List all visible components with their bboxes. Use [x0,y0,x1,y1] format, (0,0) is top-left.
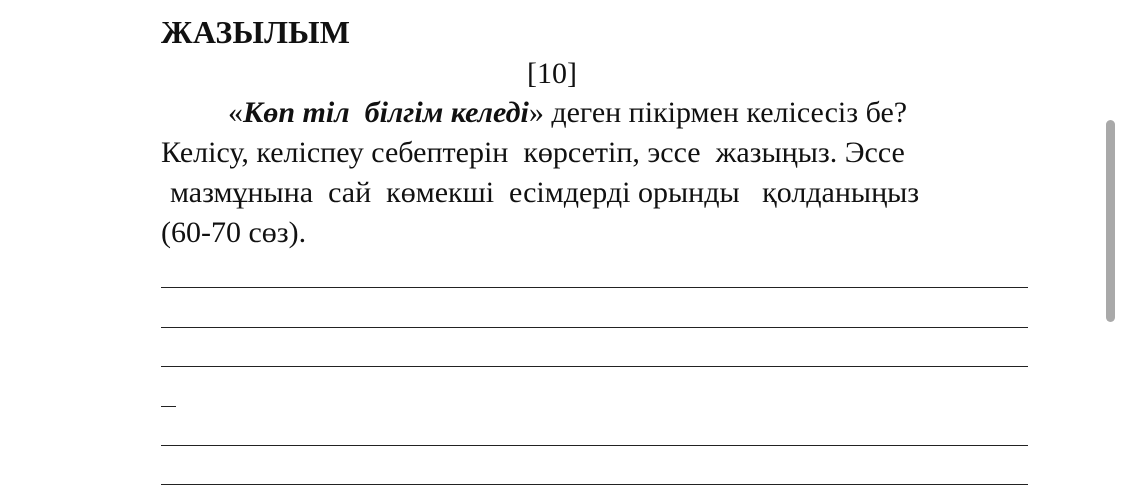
vertical-scrollbar-thumb[interactable] [1106,120,1115,322]
answer-line [161,366,1028,367]
answer-line [161,445,1028,446]
open-quote: « [228,96,243,129]
section-title: ЖАЗЫЛЫМ [161,14,351,50]
answer-line [161,327,1028,328]
prompt-line-1-rest: » деген пікірмен келісесіз бе? [528,96,908,129]
answer-line [161,287,1028,288]
quoted-phrase: Көп тіл білгім келеді [243,96,529,129]
score-label: [10] [527,57,577,90]
prompt-line-1 [228,96,907,130]
prompt-line-4: (60-70 сөз). [161,216,307,249]
prompt-line-2: Келісу, келіспеу себептерін көрсетіп, эссе жазыңыз. Эссе [161,136,905,169]
answer-line [161,484,1028,485]
answer-line-stub [161,406,176,407]
prompt-line-3: мазмұнына сай көмекші есімдерді орынды қолданыңыз [170,176,920,209]
